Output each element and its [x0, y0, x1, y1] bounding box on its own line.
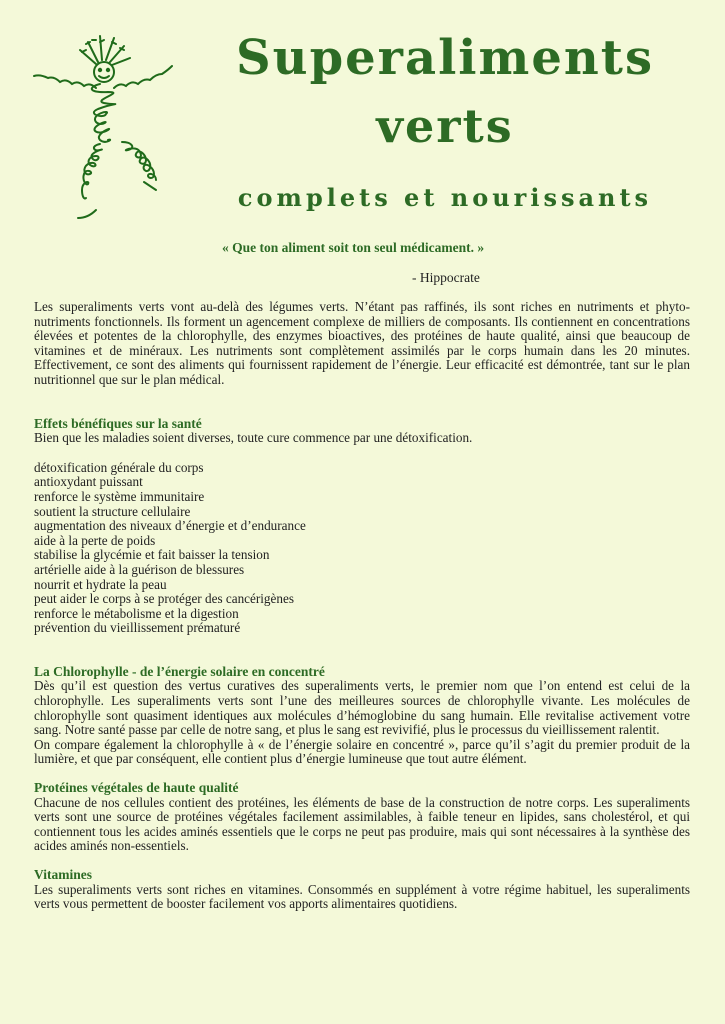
- vitamins-heading: Vitamines: [34, 867, 92, 882]
- list-item: augmentation des niveaux d’énergie et d’endurance: [34, 518, 306, 534]
- list-item: nourrit et hydrate la peau: [34, 576, 167, 592]
- page-title-line2: verts: [376, 99, 514, 153]
- benefits-list: [34, 461, 690, 636]
- chlorophyll-paragraph-2: On compare également la chlorophylle à « de l’énergie solaire en concentré », parce qu’il s’agit du premier produit de la lumière, et que par conséquent, elle contient plus d’énergie lumineuse que tout autre élément.: [34, 736, 690, 767]
- page-subtitle: complets et nourissants: [237, 183, 653, 212]
- chlorophyll-heading: La Chlorophylle - de l’énergie solaire en concentré: [34, 663, 325, 679]
- list-item: peut aider le corps à se protéger des cancérigènes: [34, 591, 294, 607]
- effects-heading: Effets bénéfiques sur la santé: [34, 415, 202, 431]
- list-item: soutient la structure cellulaire: [34, 503, 191, 519]
- list-item: artérielle aide à la guérison de blessures: [34, 561, 245, 577]
- list-item: stabilise la glycémie et fait baisser la tension: [34, 547, 270, 563]
- list-item: détoxification générale du corps: [34, 459, 204, 475]
- quote-text: « Que ton aliment soit ton seul médicament. »: [222, 240, 485, 255]
- vitamins-paragraph: Les superaliments verts sont riches en vitamines. Consommés en supplément à votre régime habituel, les superaliments verts vous permettent de booster facilement vos apports alimentaires quotidiens.: [34, 881, 690, 912]
- list-item: renforce le système immunitaire: [34, 488, 205, 504]
- spring-man-logo: [30, 32, 180, 227]
- list-item: antioxydant puissant: [34, 474, 143, 490]
- page-title-line1: Superaliments: [236, 30, 654, 86]
- list-item: renforce le métabolisme et la digestion: [34, 605, 239, 621]
- quote-author: - Hippocrate: [412, 270, 480, 285]
- proteins-paragraph: Chacune de nos cellules contient des protéines, les éléments de base de la construction de notre corps. Les superaliments verts sont une source de protéines végétales facilement assimilables, à faible teneur en lipides, sans cholestérol, et qui contiennent tous les acides aminés essentiels que le corps ne peut pas produire, mais qui sont nécessaires à la synthèse des acides aminés non-essentiels.: [34, 794, 690, 854]
- list-item: prévention du vieillissement prématuré: [34, 620, 241, 636]
- proteins-heading: Protéines végétales de haute qualité: [34, 780, 239, 796]
- main-content: [34, 300, 690, 912]
- effects-lead: Bien que les maladies soient diverses, toute cure commence par une détoxification.: [34, 430, 473, 446]
- chlorophyll-paragraph-1: Dès qu’il est question des vertus curatives des superaliments verts, le premier nom que l’on entend est celui de la chlorophylle. Les superaliments verts sont l’une des meilleures sources de chlorophylle vivante. Les molécules de chlorophylle sont quasiment identiques aux molécules d’hémoglobine du sang humain. Elle revitalise activement votre sang. Notre santé passe par celle de notre sang, et plus le sang est revivifié, plus le processus du vieillissement ralentit.: [34, 678, 690, 738]
- intro-paragraph: Les superaliments verts vont au-delà des légumes verts. N’étant pas raffinés, ils sont riches en nutriments et phyto-nutriments fonctionnels. Ils forment un agencement complexe de milliers de composants. Ils contiennent en concentrations élevées et potentes de la chlorophylle, des enzymes bioactives, des protéines de haute qualité, ainsi que beaucoup de vitamines et de minéraux. Les nutriments sont complètement assimilés par le corps humain dans les 20 minutes. Effectivement, ce sont des aliments qui fournissent rapidement de l’énergie. Leur efficacité est démontrée, tant sur le plan nutritionnel que sur le plan médical.: [34, 299, 690, 387]
- list-item: aide à la perte de poids: [34, 532, 156, 548]
